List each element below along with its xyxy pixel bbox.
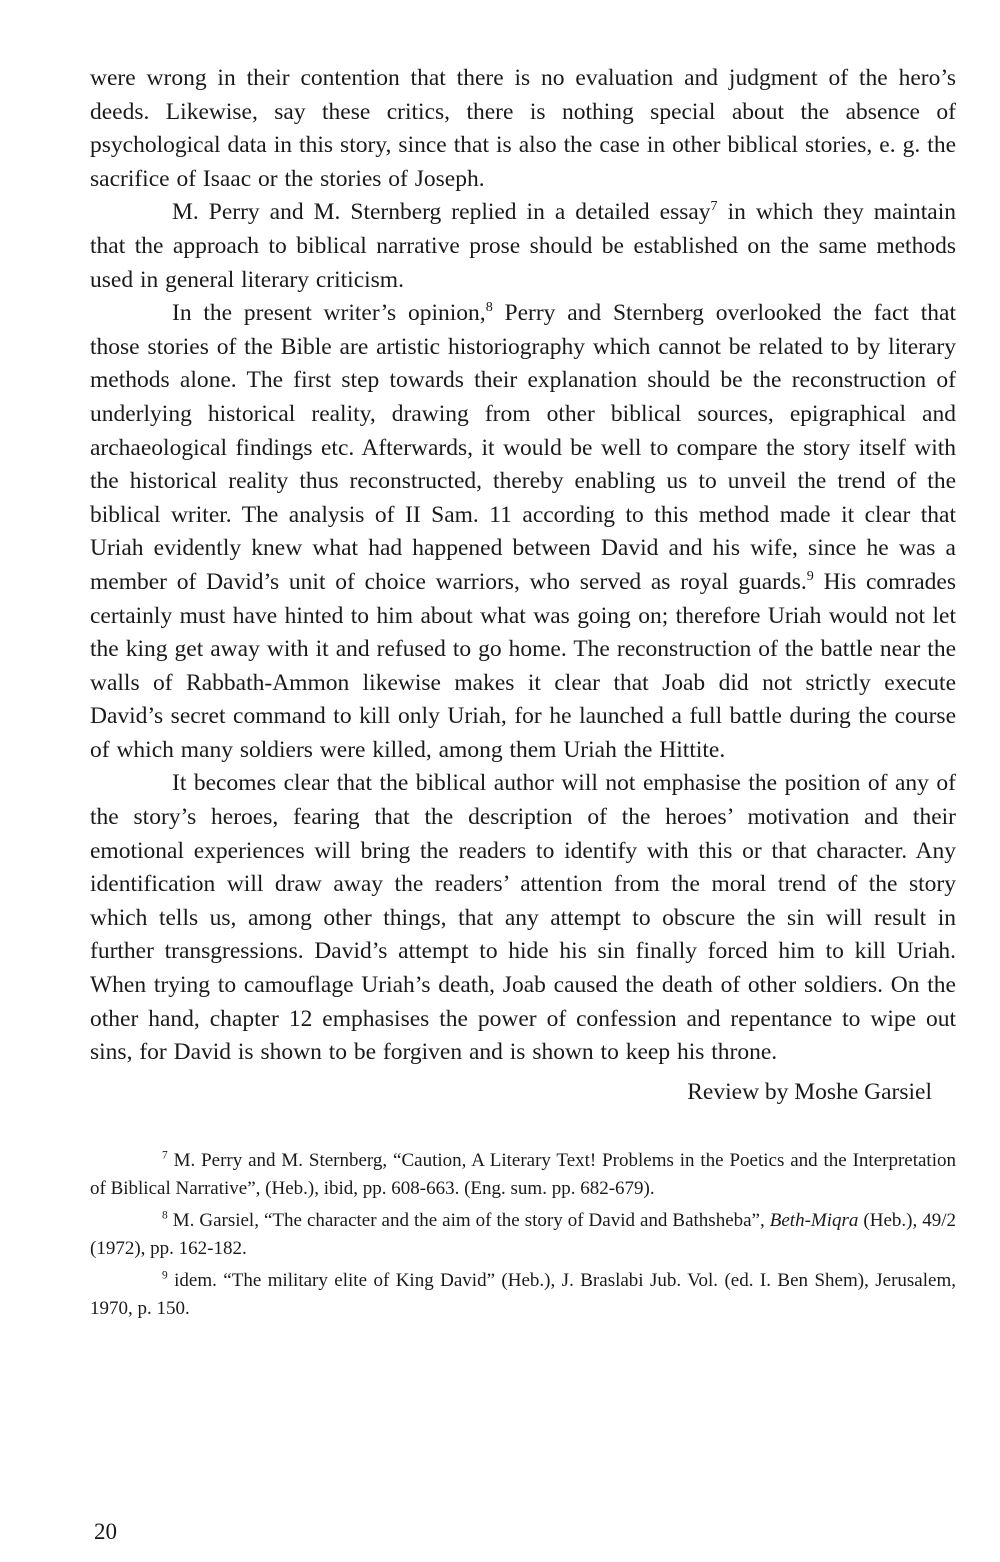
footnote-8-text-a: M. Garsiel, “The character and the aim of the story of David and Bathsheba”, xyxy=(167,1210,770,1232)
paragraph-2-text-b: in which they maintain that the approach to biblical narrative prose should be established on the same methods used in general literary criticism. xyxy=(90,199,956,293)
footnote-8 xyxy=(90,1207,956,1263)
document-page xyxy=(90,62,956,1323)
paragraph-3-text-b: Perry and Sternberg overlooked the fact that those stories of the Bible are artistic historiography which cannot be related to by literary methods alone. The first step towards their explanation should be the reconstruction of underlying historical reality, drawing from other biblical sources, epigraphical and archaeological findings etc. Afterwards, it would be well to compare the story itself with the historical reality thus reconstructed, thereby enabling us to unveil the trend of the biblical writer. The analysis of II Sam. 11 according to this method made it clear that Uriah evidently knew what had happened between David and his wife, since he was a member of David’s unit of choice warriors, who served as royal guards. xyxy=(90,300,956,595)
review-signature: Review by Moshe Garsiel xyxy=(687,1078,932,1105)
footnote-9-number: 9 xyxy=(162,1270,168,1283)
paragraph-3-text-c: His comrades certainly must have hinted to him about what was going on; therefore Uriah would not let the king get away with it and refused to go home. The reconstruction of the battle near the walls of Rabbath-Ammon likewise makes it clear that Joab did not strictly execute David’s secret command to kill only Uriah, for he launched a full battle during the course of which many soldiers were killed, among them Uriah the Hittite. xyxy=(90,568,957,763)
footnote-8-text-b: (Heb.), 49/2 (1972), pp. 162-182. xyxy=(90,1210,956,1260)
paragraph-3-text-a: In the present writer’s opinion, xyxy=(172,300,486,327)
paragraph-2-text-a: M. Perry and M. Sternberg replied in a detailed essay xyxy=(172,199,711,226)
footnote-ref-7[interactable]: 7 xyxy=(710,198,718,215)
footnote-9-text: idem. “The military elite of King David” (Heb.), J. Braslabi Jub. Vol. (ed. I. Ben Shem), Jerusalem, 1970, p. 150. xyxy=(90,1270,956,1320)
footnote-7 xyxy=(90,1147,956,1203)
paragraph-2 xyxy=(90,196,956,297)
footnotes xyxy=(90,1147,956,1323)
body-text xyxy=(90,62,956,1070)
footnote-9 xyxy=(90,1267,956,1323)
page-number: 20 xyxy=(94,1519,117,1544)
footnote-8-journal: Beth-Miqra xyxy=(769,1210,859,1232)
footnote-7-text: M. Perry and M. Sternberg, “Caution, A Literary Text! Problems in the Poetics and the Interpretation of Biblical Narrative”, (Heb.), ibid, pp. 608-663. (Eng. sum. pp. 682-679). xyxy=(90,1150,956,1200)
footnote-ref-8[interactable]: 8 xyxy=(485,299,493,316)
footnote-8-number: 8 xyxy=(162,1210,168,1223)
paragraph-4-text: It becomes clear that the biblical author will not emphasise the position of any of the story’s heroes, fearing that the description of the heroes’ motivation and their emotional experiences will bring the readers to identify with this or that character. Any identification will draw away the readers’ attention from the moral trend of the story which tells us, among other things, that any attempt to obscure the sin will result in further transgressions. David’s attempt to hide his sin finally forced him to kill Uriah. When trying to camouflage Uriah’s death, Joab caused the death of other soldiers. On the other hand, chapter 12 emphasises the power of confession and repentance to wipe out sins, for David is shown to be forgiven and is shown to keep his throne. xyxy=(90,770,956,1066)
footnote-ref-9[interactable]: 9 xyxy=(806,568,814,585)
paragraph-3 xyxy=(90,297,956,767)
paragraph-1-text: were wrong in their contention that there is no evaluation and judgment of the hero’s deeds. Likewise, say these critics, there is nothing special about the absence of psychological data in this story, since that is also the case in other biblical stories, e. g. the sacrifice of Isaac or the stories of Joseph. xyxy=(90,65,956,192)
footnote-7-number: 7 xyxy=(162,1150,168,1163)
paragraph-4 xyxy=(90,767,956,1069)
paragraph-1 xyxy=(90,62,956,196)
